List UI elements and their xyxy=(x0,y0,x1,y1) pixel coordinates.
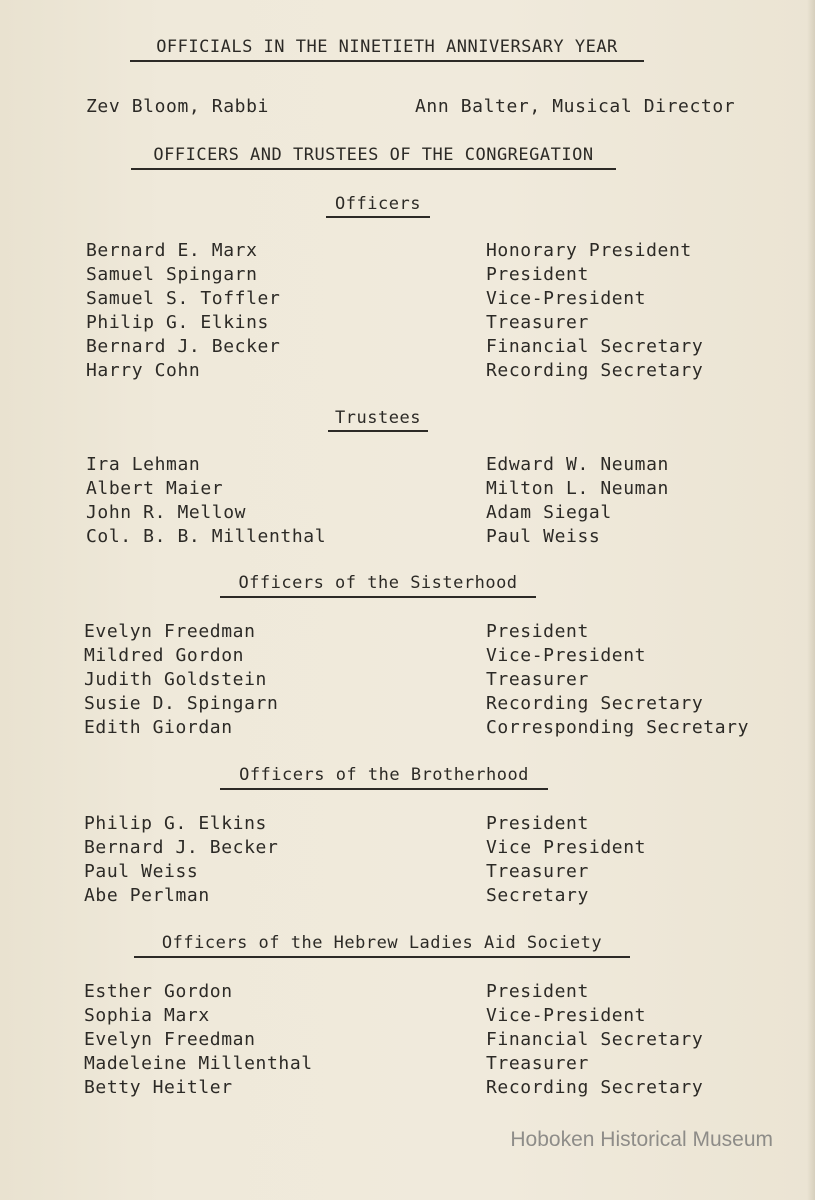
trustee-name: Milton L. Neuman xyxy=(486,478,669,499)
trustee-name: Col. B. B. Millenthal xyxy=(86,526,327,547)
ladies-aid-officer-role: President xyxy=(486,981,589,1002)
sisterhood-officer-role: Treasurer xyxy=(486,669,589,690)
trustee-name: Albert Maier xyxy=(86,478,224,499)
sisterhood-officer-role: Recording Secretary xyxy=(486,693,704,714)
congregation-heading: OFFICERS AND TRUSTEES OF THE CONGREGATION xyxy=(153,145,594,165)
officers-heading: Officers xyxy=(335,194,421,214)
sisterhood-heading: Officers of the Sisterhood xyxy=(238,573,518,593)
officer-name: Samuel Spingarn xyxy=(86,264,258,285)
page-title: OFFICIALS IN THE NINETIETH ANNIVERSARY YEAR xyxy=(156,37,618,57)
officer-role: Treasurer xyxy=(486,312,589,333)
brotherhood-officer-role: Vice President xyxy=(486,837,647,858)
sisterhood-officer-role: Vice-President xyxy=(486,645,647,666)
officer-role: Vice-President xyxy=(486,288,647,309)
sisterhood-officer-name: Mildred Gordon xyxy=(84,645,245,666)
officer-role: Financial Secretary xyxy=(486,336,704,357)
officer-role: Honorary President xyxy=(486,240,692,261)
trustee-name: Ira Lehman xyxy=(86,454,201,475)
ladies-aid-heading: Officers of the Hebrew Ladies Aid Society xyxy=(161,933,603,953)
trustee-name: Paul Weiss xyxy=(486,526,601,547)
sisterhood-officer-name: Judith Goldstein xyxy=(84,669,267,690)
ladies-aid-officer-role: Financial Secretary xyxy=(486,1029,704,1050)
trustees-heading-underline xyxy=(328,430,428,432)
ladies-aid-officer-name: Evelyn Freedman xyxy=(84,1029,256,1050)
title-underline xyxy=(130,60,644,62)
brotherhood-officer-role: Treasurer xyxy=(486,861,589,882)
sisterhood-officer-role: President xyxy=(486,621,589,642)
officer-role: Recording Secretary xyxy=(486,360,704,381)
ladies-aid-officer-name: Sophia Marx xyxy=(84,1005,210,1026)
ladies-aid-officer-name: Betty Heitler xyxy=(84,1077,233,1098)
brotherhood-officer-name: Abe Perlman xyxy=(84,885,210,906)
museum-watermark: Hoboken Historical Museum xyxy=(510,1128,773,1151)
officer-name: Samuel S. Toffler xyxy=(86,288,281,309)
sisterhood-officer-name: Edith Giordan xyxy=(84,717,233,738)
sisterhood-heading-underline xyxy=(220,596,536,598)
trustee-name: John R. Mellow xyxy=(86,502,247,523)
trustee-name: Adam Siegal xyxy=(486,502,612,523)
ladies-aid-officer-role: Vice-President xyxy=(486,1005,647,1026)
officers-heading-underline xyxy=(326,216,430,218)
brotherhood-officer-name: Paul Weiss xyxy=(84,861,199,882)
brotherhood-officer-role: President xyxy=(486,813,589,834)
brotherhood-officer-name: Philip G. Elkins xyxy=(84,813,267,834)
sisterhood-officer-name: Evelyn Freedman xyxy=(84,621,256,642)
officer-role: President xyxy=(486,264,589,285)
sisterhood-officer-role: Corresponding Secretary xyxy=(486,717,750,738)
sisterhood-officer-name: Susie D. Spingarn xyxy=(84,693,279,714)
brotherhood-officer-name: Bernard J. Becker xyxy=(84,837,279,858)
musical-director-name: Ann Balter, Musical Director xyxy=(415,96,736,117)
officer-name: Bernard E. Marx xyxy=(86,240,258,261)
page-edge-shadow xyxy=(807,0,815,1200)
congregation-heading-underline xyxy=(131,168,616,170)
officer-name: Harry Cohn xyxy=(86,360,201,381)
ladies-aid-officer-name: Madeleine Millenthal xyxy=(84,1053,313,1074)
ladies-aid-officer-name: Esther Gordon xyxy=(84,981,233,1002)
officer-name: Bernard J. Becker xyxy=(86,336,281,357)
brotherhood-officer-role: Secretary xyxy=(486,885,589,906)
brotherhood-heading: Officers of the Brotherhood xyxy=(239,765,529,785)
brotherhood-heading-underline xyxy=(220,788,548,790)
trustee-name: Edward W. Neuman xyxy=(486,454,669,475)
ladies-aid-heading-underline xyxy=(134,956,630,958)
ladies-aid-officer-role: Treasurer xyxy=(486,1053,589,1074)
officer-name: Philip G. Elkins xyxy=(86,312,269,333)
ladies-aid-officer-role: Recording Secretary xyxy=(486,1077,704,1098)
rabbi-name: Zev Bloom, Rabbi xyxy=(86,96,269,117)
trustees-heading: Trustees xyxy=(335,408,421,428)
